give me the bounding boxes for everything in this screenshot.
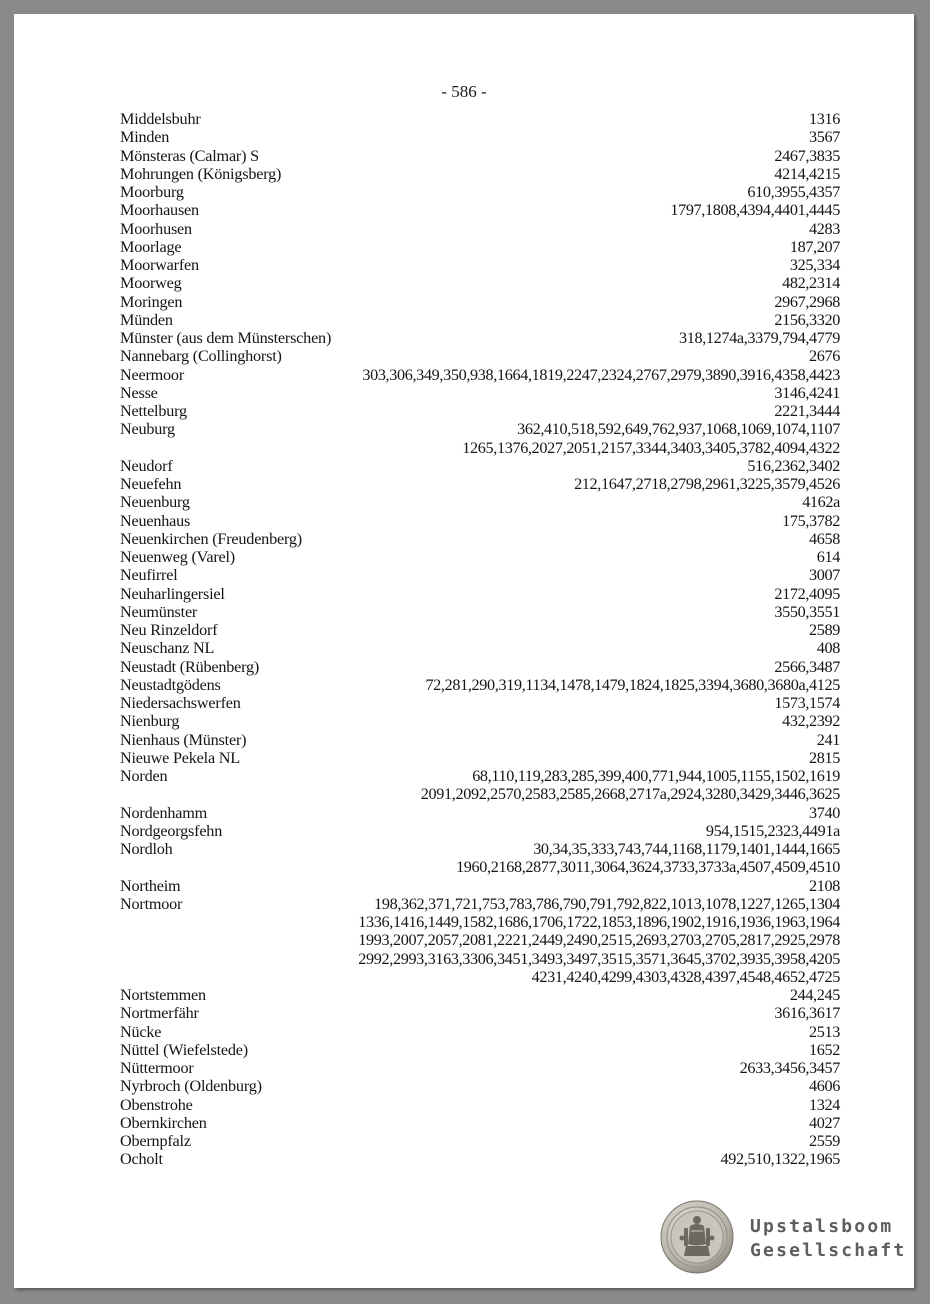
place-name: Moorburg: [120, 183, 184, 201]
index-entry-line: [120, 950, 840, 968]
index-entry: [120, 293, 840, 311]
record-numbers: 4658: [809, 529, 840, 548]
index-entry-line: [120, 694, 840, 712]
index-entry: [120, 165, 840, 183]
index-entry: [120, 676, 840, 694]
index-entry-line: [120, 220, 840, 238]
index-entry: [120, 1096, 840, 1114]
index-entry-line: [120, 913, 840, 931]
record-numbers: 482,2314: [782, 274, 840, 293]
record-numbers: 68,110,119,283,285,399,400,771,944,1005,1155,1502,1619: [472, 767, 840, 785]
index-entry-line: [120, 858, 840, 876]
place-name: Nordgeorgsfehn: [120, 821, 223, 840]
record-numbers: 1324: [809, 1095, 840, 1114]
record-numbers: 4283: [809, 219, 840, 238]
record-numbers: 516,2362,3402: [747, 456, 840, 475]
index-entry-line: [120, 1096, 840, 1114]
index-entry-line: [120, 877, 840, 895]
place-name: Neermoor: [120, 365, 185, 384]
record-numbers: 187,207: [789, 237, 840, 256]
index-entry: [120, 420, 840, 457]
index-entry: [120, 183, 840, 201]
record-numbers: 4027: [809, 1113, 840, 1132]
index-entry: [120, 274, 840, 292]
index-entry-line: [120, 621, 840, 639]
index-entry: [120, 749, 840, 767]
place-name: Neuefehn: [120, 475, 182, 493]
index-entry-line: [120, 968, 840, 986]
index-entry-line: [120, 1150, 840, 1168]
record-numbers: 4606: [809, 1077, 840, 1096]
record-numbers: 244,245: [789, 986, 840, 1004]
record-numbers: 175,3782: [782, 511, 840, 530]
index-entry-line: [120, 347, 840, 365]
document-page: [14, 14, 914, 1288]
place-name: Mönsteras (Calmar) S: [120, 146, 259, 165]
record-numbers: 30,34,35,333,743,744,1168,1179,1401,1444,1665: [533, 840, 840, 858]
index-entry: [120, 548, 840, 566]
index-entry: [120, 804, 840, 822]
record-numbers: 4162a: [802, 493, 840, 512]
index-entry: [120, 201, 840, 219]
place-name: Neustadt (Rübenberg): [120, 657, 260, 676]
record-numbers: 303,306,349,350,938,1664,1819,2247,2324,2767,2979,3890,3916,4358,4423: [362, 365, 840, 384]
place-name: Nannebarg (Collinghorst): [120, 347, 282, 366]
index-entry-line: [120, 1004, 840, 1022]
index-entry: [120, 621, 840, 639]
index-entry-line: [120, 840, 840, 858]
place-name: Moorhausen: [120, 201, 199, 220]
place-name: Nüttermoor: [120, 1059, 194, 1077]
place-name: Obernpfalz: [120, 1132, 191, 1150]
record-numbers: 1316: [809, 110, 840, 128]
society-watermark: [750, 1215, 906, 1263]
record-numbers: 1993,2007,2057,2081,2221,2449,2490,2515,2693,2703,2705,2817,2925,2978: [358, 931, 840, 950]
index-entry: [120, 895, 840, 986]
place-name: Middelsbuhr: [120, 110, 201, 128]
place-name: Nienburg: [120, 712, 180, 731]
record-numbers: 2967,2968: [774, 292, 840, 311]
place-name: Nüttel (Wiefelstede): [120, 1040, 248, 1059]
index-entry-line: [120, 785, 840, 803]
record-numbers: 432,2392: [782, 712, 840, 731]
index-entry-line: [120, 384, 840, 402]
index-entry: [120, 986, 840, 1004]
index-entry-line: [120, 804, 840, 822]
index-entry: [120, 1023, 840, 1041]
record-numbers: 362,410,518,592,649,762,937,1068,1069,1074,1107: [517, 420, 840, 439]
index-entry-line: [120, 822, 840, 840]
place-name: Moorwarfen: [120, 256, 199, 274]
index-entry: [120, 1077, 840, 1095]
record-numbers: 408: [816, 639, 840, 658]
index-entry-line: [120, 895, 840, 913]
index-entry-line: [120, 238, 840, 256]
index-entry-line: [120, 256, 840, 274]
place-name: Nortstemmen: [120, 986, 206, 1004]
place-name: Neuenburg: [120, 493, 190, 512]
place-name: Nordloh: [120, 840, 173, 858]
place-name: Moringen: [120, 292, 183, 311]
record-numbers: 2676: [809, 347, 840, 366]
index-entry: [120, 110, 840, 128]
index-entry-line: [120, 274, 840, 292]
place-name: Nordenhamm: [120, 803, 208, 822]
index-entry: [120, 311, 840, 329]
index-entry-line: [120, 767, 840, 785]
record-numbers: 2559: [809, 1132, 840, 1150]
index-entry: [120, 457, 840, 475]
index-entry: [120, 384, 840, 402]
place-name: Ocholt: [120, 1150, 163, 1169]
index-entry-line: [120, 201, 840, 219]
index-entry: [120, 694, 840, 712]
index-entry: [120, 512, 840, 530]
record-numbers: 2156,3320: [774, 310, 840, 329]
place-name: Neufirrel: [120, 566, 178, 585]
index-entry: [120, 603, 840, 621]
upstalsboom-seal-icon: [660, 1200, 734, 1274]
index-entry-line: [120, 749, 840, 767]
index-entry-line: [120, 530, 840, 548]
place-name: Neuharlingersiel: [120, 584, 225, 603]
index-entry: [120, 493, 840, 511]
index-entry-line: [120, 165, 840, 183]
record-numbers: 2467,3835: [774, 146, 840, 165]
record-numbers: 3550,3551: [774, 602, 840, 621]
index-entry-line: [120, 585, 840, 603]
place-name: Münden: [120, 310, 173, 329]
index-entry-line: [120, 676, 840, 694]
index-entry: [120, 1150, 840, 1168]
index-entry-line: [120, 548, 840, 566]
place-name: Moorlage: [120, 237, 182, 256]
record-numbers: 4231,4240,4299,4303,4328,4397,4548,4652,4725: [531, 967, 840, 986]
index-entry-line: [120, 931, 840, 949]
index-entry-line: [120, 147, 840, 165]
index-entry-line: [120, 128, 840, 146]
index-entry: [120, 877, 840, 895]
record-numbers: 72,281,290,319,1134,1478,1479,1824,1825,3394,3680,3680a,4125: [425, 675, 840, 694]
record-numbers: 241: [816, 730, 840, 749]
place-name: Mohrungen (Königsberg): [120, 164, 282, 183]
index-entry: [120, 566, 840, 584]
place-name: Obernkirchen: [120, 1113, 207, 1132]
record-numbers: 1960,2168,2877,3011,3064,3624,3733,3733a,4507,4509,4510: [456, 858, 840, 877]
place-name: Moorweg: [120, 274, 182, 293]
place-name: Nyrbroch (Oldenburg): [120, 1077, 262, 1096]
index-entry: [120, 256, 840, 274]
record-numbers: 2091,2092,2570,2583,2585,2668,2717a,2924,3280,3429,3446,3625: [420, 785, 840, 804]
index-entry: [120, 366, 840, 384]
index-entry: [120, 1059, 840, 1077]
record-numbers: 1652: [809, 1040, 840, 1059]
index-entry: [120, 402, 840, 420]
place-name: Münster (aus dem Münsterschen): [120, 329, 332, 347]
record-numbers: 610,3955,4357: [747, 183, 840, 201]
index-entry-line: [120, 1132, 840, 1150]
place-name: Niedersachswerfen: [120, 694, 241, 712]
record-numbers: 318,1274a,3379,794,4779: [678, 329, 840, 347]
index-entry: [120, 585, 840, 603]
place-name: Neustadtgödens: [120, 675, 221, 694]
record-numbers: 2513: [809, 1022, 840, 1041]
index-entry-line: [120, 183, 840, 201]
index-entry: [120, 1041, 840, 1059]
index-entry: [120, 1132, 840, 1150]
index-entry: [120, 475, 840, 493]
index-entry-line: [120, 1114, 840, 1132]
record-numbers: 4214,4215: [774, 164, 840, 183]
place-name: Obenstrohe: [120, 1095, 193, 1114]
record-numbers: 325,334: [789, 256, 840, 274]
record-numbers: 198,362,371,721,753,783,786,790,791,792,822,1013,1078,1227,1265,1304: [374, 894, 840, 913]
place-name: Neumünster: [120, 602, 198, 621]
place-name: Nortmoor: [120, 894, 183, 913]
index-entry: [120, 1114, 840, 1132]
record-numbers: 1336,1416,1449,1582,1686,1706,1722,1853,1896,1902,1916,1936,1963,1964: [358, 913, 840, 931]
record-numbers: 1797,1808,4394,4401,4445: [670, 201, 840, 220]
place-name: Neudorf: [120, 456, 173, 475]
record-numbers: 3616,3617: [774, 1004, 840, 1023]
record-numbers: 212,1647,2718,2798,2961,3225,3579,4526: [574, 475, 840, 493]
index-entry-line: [120, 712, 840, 730]
index-entry-line: [120, 293, 840, 311]
watermark-line-2: Gesellschaft: [750, 1240, 907, 1261]
place-name: Neuenkirchen (Freudenberg): [120, 529, 302, 548]
index-entry: [120, 220, 840, 238]
index-entry: [120, 639, 840, 657]
place-name: Neu Rinzeldorf: [120, 621, 218, 639]
index-entry-line: [120, 311, 840, 329]
record-numbers: 3740: [809, 803, 840, 822]
place-name: Moorhusen: [120, 219, 192, 238]
index-entry: [120, 530, 840, 548]
place-name: Norden: [120, 767, 168, 785]
record-numbers: 2566,3487: [774, 657, 840, 676]
record-numbers: 1573,1574: [774, 694, 840, 712]
index-entry-line: [120, 658, 840, 676]
place-name: Neuburg: [120, 420, 175, 439]
place-name: Nienhaus (Münster): [120, 730, 247, 749]
record-numbers: 2172,4095: [774, 584, 840, 603]
index-entry-line: [120, 1059, 840, 1077]
record-numbers: 2589: [809, 621, 840, 639]
index-entry-line: [120, 329, 840, 347]
place-name: Nettelburg: [120, 402, 187, 420]
index-entry-line: [120, 512, 840, 530]
index-entry: [120, 1004, 840, 1022]
index-entry: [120, 347, 840, 365]
index-entry: [120, 329, 840, 347]
index-entry-line: [120, 110, 840, 128]
record-numbers: 3146,4241: [774, 383, 840, 402]
index-entry: [120, 767, 840, 804]
index-entry-line: [120, 986, 840, 1004]
record-numbers: 492,510,1322,1965: [720, 1150, 840, 1169]
index-entry-line: [120, 566, 840, 584]
page-number: - 586 -: [441, 82, 487, 101]
index-entry-line: [120, 731, 840, 749]
index-entry-line: [120, 493, 840, 511]
record-numbers: 1265,1376,2027,2051,2157,3344,3403,3405,3782,4094,4322: [462, 438, 840, 457]
record-numbers: 2633,3456,3457: [739, 1059, 840, 1077]
index-entry: [120, 712, 840, 730]
index-entry-line: [120, 420, 840, 438]
index-entry: [120, 238, 840, 256]
index-entry-line: [120, 366, 840, 384]
index-entry: [120, 731, 840, 749]
place-name: Northeim: [120, 876, 181, 895]
index-entry-line: [120, 603, 840, 621]
place-name: Nieuwe Pekela NL: [120, 748, 240, 767]
index-entry-line: [120, 1041, 840, 1059]
place-index-list: [120, 110, 840, 1169]
record-numbers: 614: [816, 548, 840, 566]
watermark-line-1: Upstalsboom: [750, 1216, 894, 1237]
index-entry: [120, 840, 840, 877]
record-numbers: 3567: [809, 128, 840, 147]
place-name: Neuenhaus: [120, 511, 191, 530]
index-entry: [120, 822, 840, 840]
place-name: Nortmerfähr: [120, 1004, 199, 1023]
index-entry-line: [120, 1077, 840, 1095]
index-entry-line: [120, 457, 840, 475]
index-entry-line: [120, 439, 840, 457]
index-entry-line: [120, 402, 840, 420]
place-name: Minden: [120, 128, 170, 147]
index-entry-line: [120, 475, 840, 493]
record-numbers: 2108: [809, 876, 840, 895]
place-name: Nesse: [120, 383, 158, 402]
index-entry: [120, 658, 840, 676]
record-numbers: 2815: [809, 748, 840, 767]
place-name: Nücke: [120, 1022, 162, 1041]
record-numbers: 954,1515,2323,4491a: [705, 821, 840, 840]
index-entry-line: [120, 639, 840, 657]
record-numbers: 2992,2993,3163,3306,3451,3493,3497,3515,3571,3645,3702,3935,3958,4205: [358, 949, 840, 968]
place-name: Neuschanz NL: [120, 639, 215, 658]
place-name: Neuenweg (Varel): [120, 548, 235, 566]
index-entry-line: [120, 1023, 840, 1041]
record-numbers: 2221,3444: [774, 402, 840, 420]
index-entry: [120, 128, 840, 146]
record-numbers: 3007: [809, 566, 840, 585]
index-entry: [120, 147, 840, 165]
